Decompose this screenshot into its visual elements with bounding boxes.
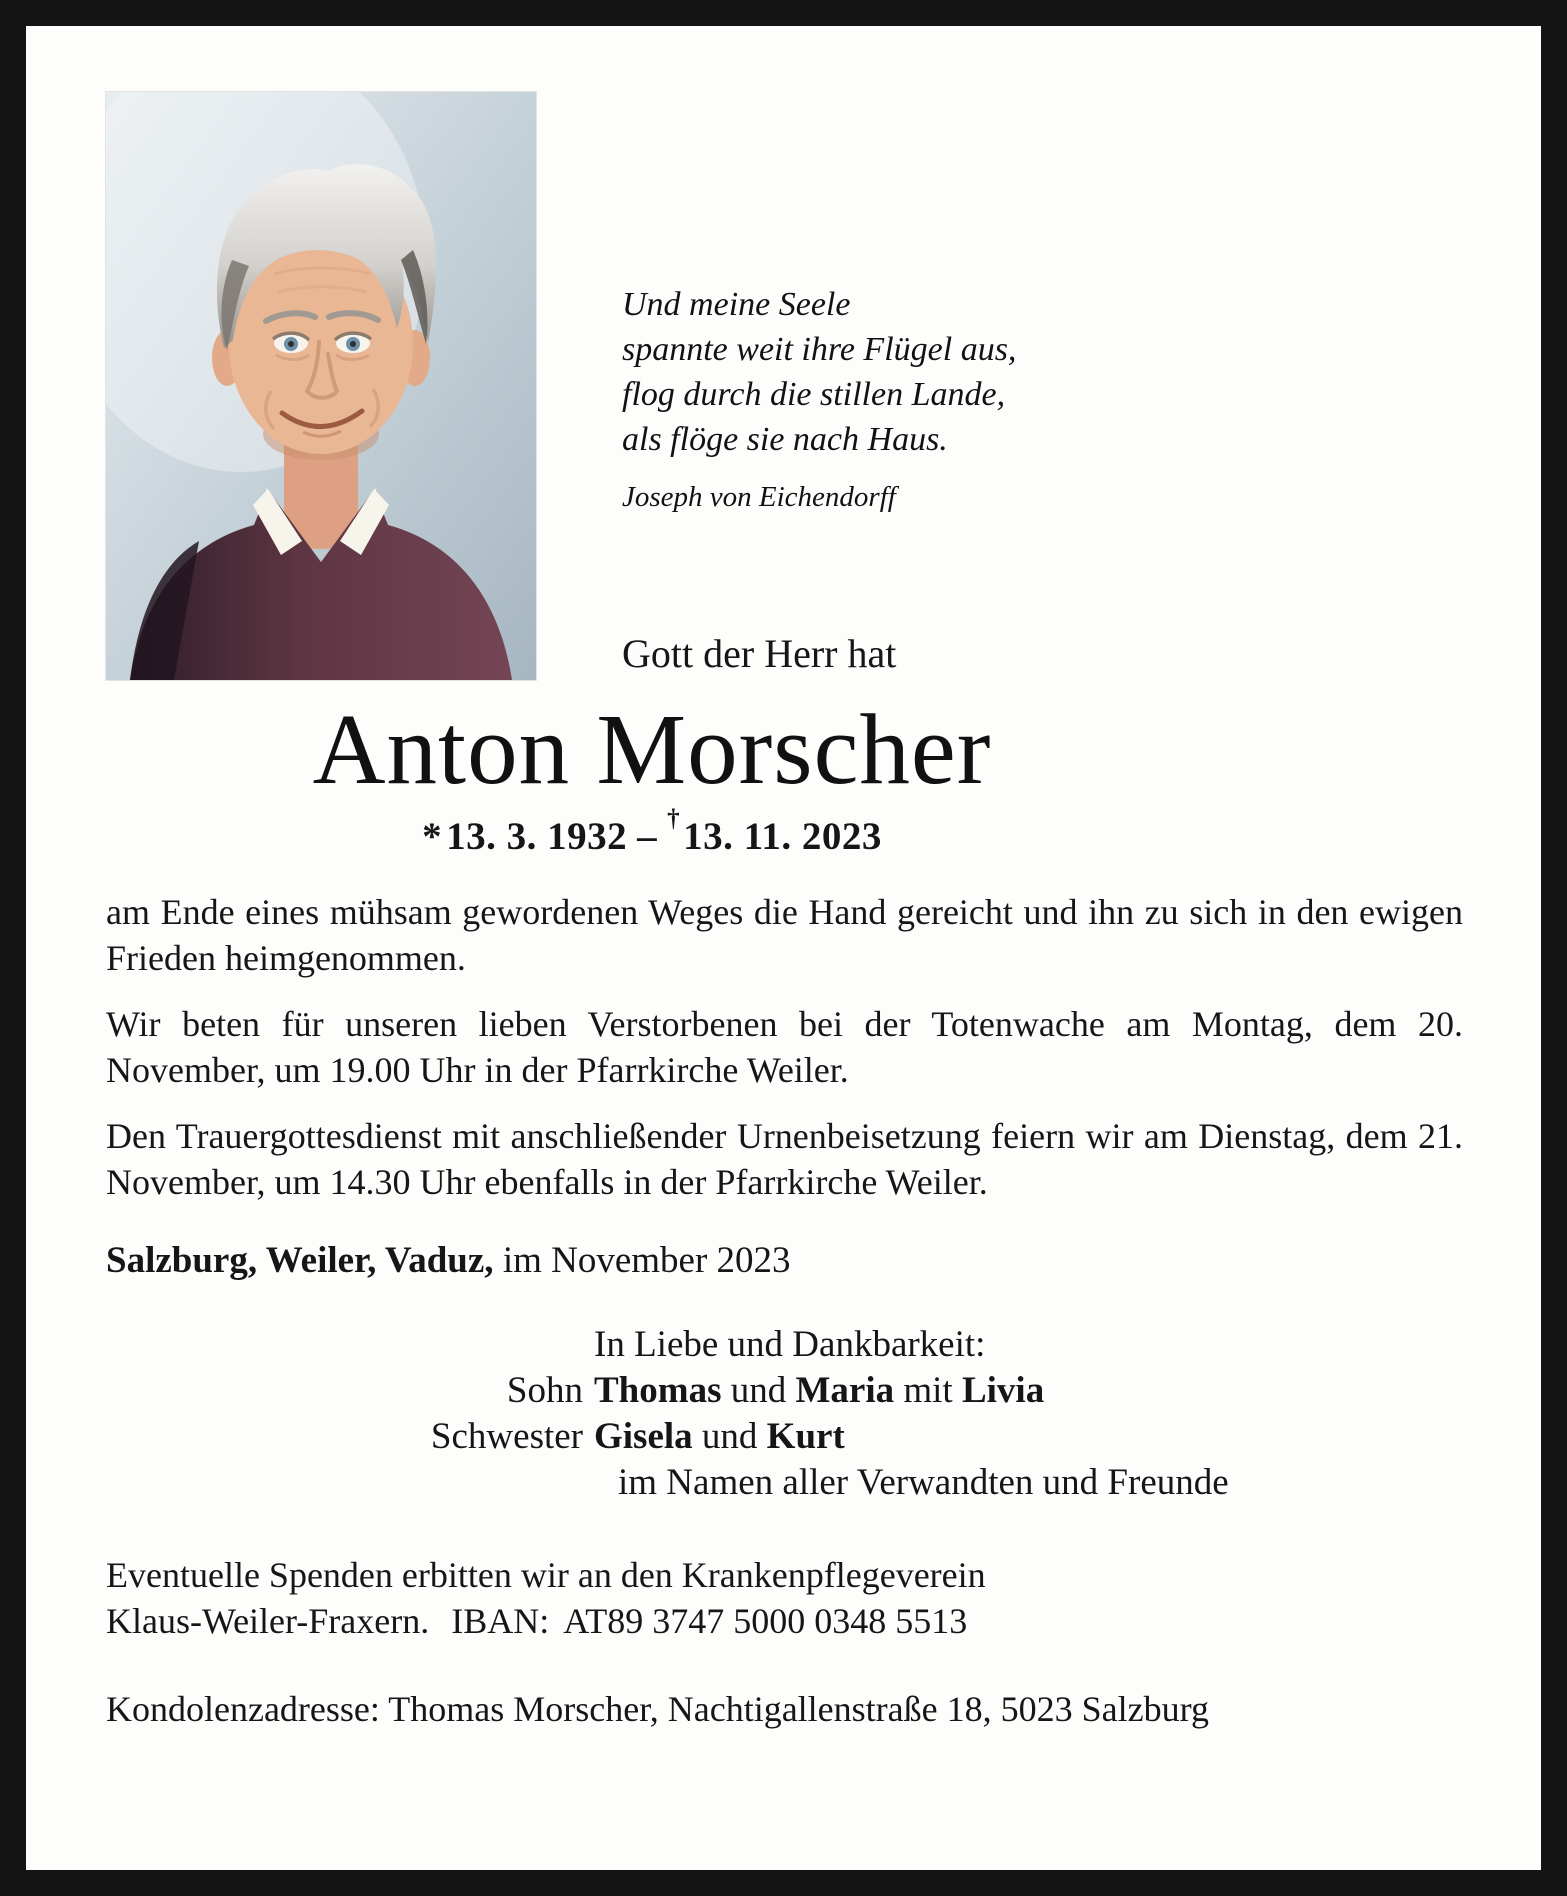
mourner-name: Thomas xyxy=(594,1370,722,1412)
condolence-address: Kondolenzadresse: Thomas Morscher, Nachtigallenstraße 18, 5023 Salzburg xyxy=(106,1689,1209,1730)
donation-line-2 xyxy=(106,1598,1463,1644)
mourner-name: Kurt xyxy=(766,1416,845,1458)
mourner-conjunction: und xyxy=(730,1370,787,1412)
birth-symbol: * xyxy=(422,815,443,859)
portrait-illustration xyxy=(106,92,536,680)
mourners-section xyxy=(106,1322,1463,1506)
dateline-date: im November 2023 xyxy=(502,1240,791,1282)
cross-icon: † xyxy=(667,804,681,832)
donation-line-1: Eventuelle Spenden erbitten wir an den Krankenpflegeverein xyxy=(106,1555,986,1596)
death-date: 13. 11. 2023 xyxy=(683,815,882,859)
deceased-name: Anton Morscher xyxy=(312,693,992,805)
donation-organization: Klaus-Weiler-Fraxern. xyxy=(106,1601,430,1642)
mourner-row-sister xyxy=(106,1414,1463,1460)
mourners-closing: im Namen aller Verwandten und Freunde xyxy=(618,1462,1229,1504)
donation-note xyxy=(106,1552,1463,1644)
mourner-conjunction: mit xyxy=(903,1370,953,1412)
iban-label: IBAN: xyxy=(451,1601,550,1642)
poem-line-4: als flöge sie nach Haus. xyxy=(622,421,948,458)
mourners-heading: In Liebe und Dankbarkeit: xyxy=(594,1324,986,1366)
mourner-role: Sohn xyxy=(506,1370,583,1412)
mourner-names xyxy=(594,1414,845,1460)
poem-line-2: spannte weit ihre Flügel aus, xyxy=(622,331,1017,368)
announcement-intro: Gott der Herr hat xyxy=(622,631,897,676)
mourner-row-son xyxy=(106,1368,1463,1414)
poem-line-3: flog durch die stillen Lande, xyxy=(622,376,1006,413)
paragraph-totenwache: Wir beten für unseren lieben Verstorbenen bei der Totenwache am Montag, dem 20. November, um 19.00 Uhr in der Pfarrkirche Weiler. xyxy=(106,1004,1463,1091)
poem-line-1: Und meine Seele xyxy=(622,286,851,323)
paragraph-trauergottesdienst: Den Trauergottesdienst mit anschließender Urnenbeisetzung feiern wir am Dienstag, dem 21. November, um 14.30 Uhr ebenfalls in der Pfarrkirche Weiler. xyxy=(106,1116,1463,1203)
dateline-places: Salzburg, Weiler, Vaduz, xyxy=(106,1240,494,1282)
header-section xyxy=(106,92,1463,680)
place-date-line xyxy=(106,1239,1463,1282)
paragraph-passing: am Ende eines mühsam gewordenen Weges die Hand gereicht und ihn zu sich in den ewigen Frieden heimgenommen. xyxy=(106,892,1463,979)
mourner-name: Livia xyxy=(961,1370,1045,1412)
mourner-role: Schwester xyxy=(430,1416,583,1458)
name-block xyxy=(106,694,1198,859)
iban-number: AT89 3747 5000 0348 5513 xyxy=(563,1601,968,1642)
portrait-photo xyxy=(106,92,536,680)
memorial-poem xyxy=(622,282,1016,520)
announcement-body xyxy=(106,889,1463,1205)
birth-date: 13. 3. 1932 xyxy=(446,815,628,859)
mourner-name: Maria xyxy=(795,1370,895,1412)
mourner-names xyxy=(594,1368,1044,1414)
mourner-name: Gisela xyxy=(594,1416,693,1458)
dates-separator: – xyxy=(637,815,658,859)
mourner-conjunction: und xyxy=(701,1416,758,1458)
life-dates xyxy=(106,804,1198,859)
poem-author: Joseph von Eichendorff xyxy=(622,481,896,513)
